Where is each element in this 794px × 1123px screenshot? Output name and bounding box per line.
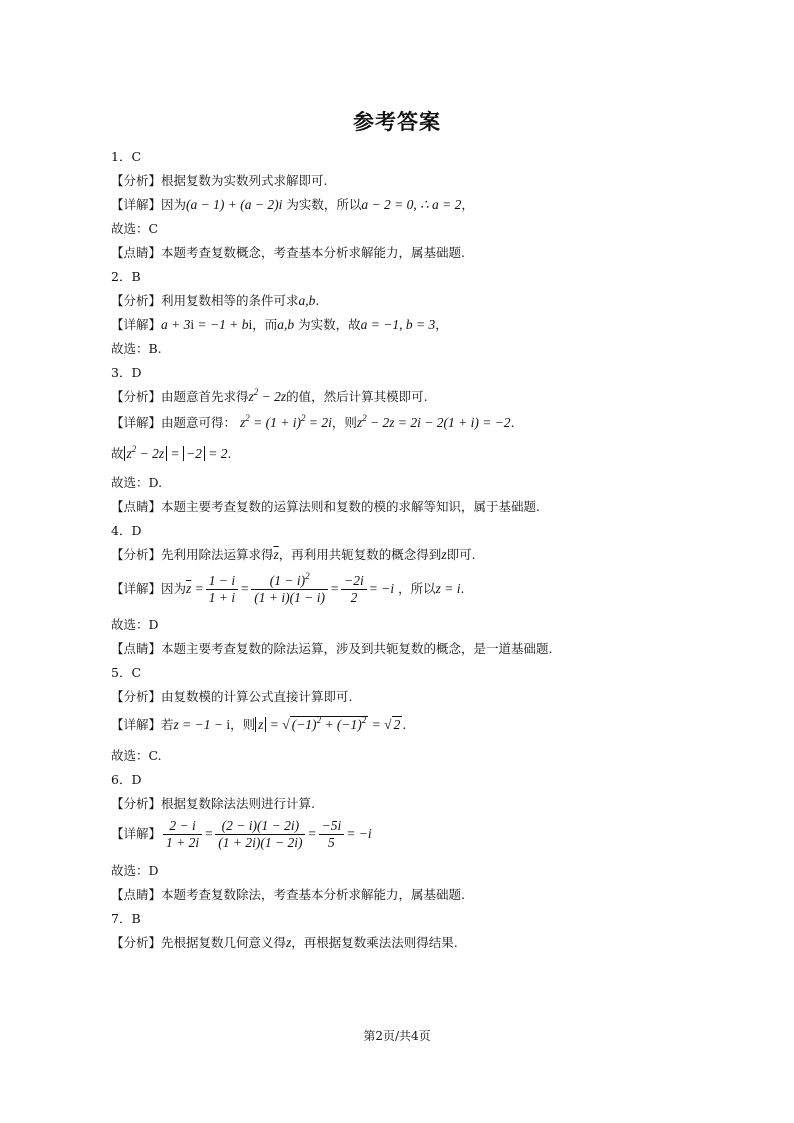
q4-analysis: 【分析】先利用除法运算求得$\overline{z}$，再利用共轭复数的概念得到z即可. xyxy=(111,547,476,562)
q3-choice: 故选：D. xyxy=(111,475,163,490)
q3-comment: 【点睛】本题主要考查复数的运算法则和复数的模的求解等知识，属于基础题. xyxy=(111,499,540,514)
q1-comment: 【点睛】本题考查复数概念，考查基本分析求解能力，属基础题. xyxy=(111,245,465,260)
q4-heading: 4．D xyxy=(111,523,142,538)
q3-heading: 3．D xyxy=(111,365,142,380)
q3-detail: 【详解】由题意可得： $z^2 = (1 + i)^2 = 2i$，则$z^2 - 2z = 2i - 2(1 + i) = -2$. xyxy=(111,413,515,430)
q1-heading: 1．C xyxy=(111,149,142,164)
q7-analysis: 【分析】先根据复数几何意义得z，再根据复数乘法法则得结果. xyxy=(111,935,458,950)
q4-comment: 【点睛】本题主要考查复数的除法运算，涉及到共轭复数的概念，是一道基础题. xyxy=(111,641,553,656)
q2-analysis: 【分析】利用复数相等的条件可求a,b. xyxy=(111,293,320,308)
q3-conclusion: 故 $z^2 - 2z = -2 = 2$. xyxy=(111,444,232,461)
page-footer: 第2页/共4页 xyxy=(363,1029,431,1043)
q5-heading: 5．C xyxy=(111,665,142,680)
q2-heading: 2．B xyxy=(111,269,141,284)
q6-analysis: 【分析】根据复数除法法则进行计算. xyxy=(111,796,315,811)
q2-choice: 故选：B. xyxy=(111,341,162,356)
q6-comment: 【点睛】本题考查复数除法，考查基本分析求解能力，属基础题. xyxy=(111,887,465,902)
q1-analysis: 【分析】根据复数为实数列式求解即可. xyxy=(111,173,328,188)
q5-analysis: 【分析】由复数模的计算公式直接计算即可. xyxy=(111,689,353,704)
q6-choice: 故选：D xyxy=(111,863,159,878)
q3-analysis: 【分析】由题意首先求得$z^2 - 2z$的值，然后计算其模即可. xyxy=(111,387,428,404)
q2-detail: 【详解】a + 3i = −1 + bi，而a,b 为实数，故a = −1, b = 3， xyxy=(111,317,448,332)
q6-heading: 6．D xyxy=(111,772,142,787)
q4-detail: 【详解】因为$\overline{z}$ = $\frac{1 - i}{1 + i}$ = $\frac{(1 - i)^2}{(1 + i)(1 - i)}$ = $\frac{-2i}{2}$ = −i ，所以z = i. xyxy=(111,571,465,605)
page-title: 参考答案 xyxy=(353,110,441,134)
q6-detail: 【详解】 $\frac{2 - i}{1 + 2i}$ = $\frac{(2 - i)(1 - 2i)}{(1 + 2i)(1 - 2i)}$ = $\frac{-5i}{5}$ = −i xyxy=(111,818,372,850)
q5-detail: 【详解】若z = −1 − i，则 z = √ $(-1)^2 + (-1)^2$ = √ 2 . xyxy=(111,715,407,732)
q1-detail: 【详解】因为(a − 1) + (a − 2)i 为实数，所以a − 2 = 0, ∴ a = 2， xyxy=(111,197,474,212)
q4-choice: 故选：D xyxy=(111,617,159,632)
q5-choice: 故选：C. xyxy=(111,748,162,763)
q7-heading: 7．B xyxy=(111,911,141,926)
q1-choice: 故选：C xyxy=(111,221,159,236)
